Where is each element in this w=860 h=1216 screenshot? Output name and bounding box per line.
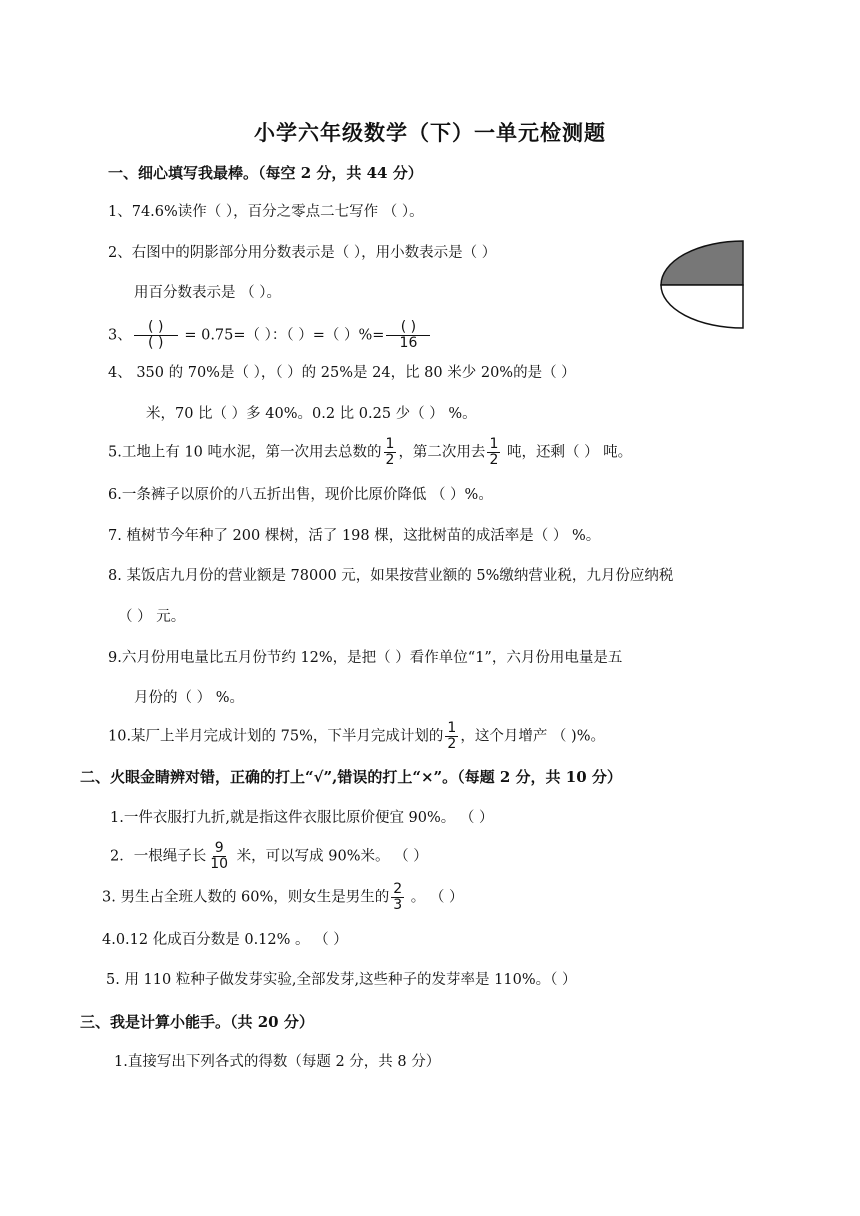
- question-2-5: 5. 用 110 粒种子做发芽实验,全部发芽,这些种子的发芽率是 110%。（ ）: [106, 972, 577, 988]
- question-2-1: 1.一件衣服打九折,就是指这件衣服比原价便宜 90%。 （ ）: [110, 810, 494, 826]
- shaded-quarter: [661, 241, 743, 285]
- fraction-two-thirds: $\frac{2}{3}$: [393, 881, 403, 913]
- question-1-7: 7. 植树节今年种了 200 棵树，活了 198 棵，这批树苗的成活率是（ ） %。: [108, 528, 601, 544]
- section-1-heading: 一、细心填写我最棒。（每空 2 分，共 44 分）: [108, 164, 423, 182]
- fraction-half: $\frac{1}{2}$: [447, 720, 457, 752]
- unshaded-quarter: [661, 285, 743, 328]
- question-1-4b: 米，70 比（ ）多 40%。0.2 比 0.25 少（ ） %。: [146, 406, 477, 422]
- section-3-sub-1: 1.直接写出下列各式的得数（每题 2 分，共 8 分）: [114, 1054, 441, 1070]
- question-1-10: 10.某厂上半月完成计划的 75%，下半月完成计划的 $\frac{1}{2}$ ，这个月增产 （ )%。: [108, 720, 605, 752]
- semicircle-figure: [656, 238, 748, 336]
- question-1-8a: 8. 某饭店九月份的营业额是 78000 元，如果按营业额的 5%缴纳营业税，九月份应纳税: [108, 568, 674, 584]
- question-1-2b: 用百分数表示是 （ ）。: [134, 285, 281, 301]
- question-1-2a: 2、右图中的阴影部分用分数表示是（ ），用小数表示是（ ）: [108, 245, 497, 261]
- page-title: 小学六年级数学（下）一单元检测题: [254, 120, 606, 145]
- question-1-3: 3、 $\frac{( )}{( )}$ = 0.75=（ ）：（ ）=（ ）%= $\frac{( )}{16}$: [108, 320, 432, 351]
- fraction-half: $\frac{1}{2}$: [489, 436, 499, 468]
- fraction-blank-16: $\frac{( )}{16}$: [386, 320, 430, 351]
- question-2-3: 3. 男生占全班人数的 60%，则女生是男生的 $\frac{2}{3}$ 。 （ ）: [102, 881, 464, 913]
- question-1-1: 1、74.6%读作（ ），百分之零点二七写作 （ ）。: [108, 204, 424, 220]
- question-2-2: 2．一根绳子长 $\frac{9}{10}$ 米，可以写成 90%米。 （ ）: [110, 840, 428, 872]
- fraction-blank-1: $\frac{( )}{( )}$: [134, 320, 178, 351]
- question-2-4: 4.0.12 化成百分数是 0.12% 。 （ ）: [102, 932, 348, 948]
- section-3-heading: 三、我是计算小能手。（共 20 分）: [80, 1013, 314, 1031]
- question-1-6: 6.一条裤子以原价的八五折出售，现价比原价降低 （ ）%。: [108, 487, 493, 503]
- question-1-4a: 4、 350 的 70%是（ ），（ ）的 25%是 24，比 80 米少 20%的是（ ）: [108, 365, 576, 381]
- question-1-9b: 月份的（ ） %。: [134, 690, 244, 706]
- fraction-half: $\frac{1}{2}$: [385, 436, 395, 468]
- question-1-5: 5.工地上有 10 吨水泥，第一次用去总数的 $\frac{1}{2}$ ，第二次用去 $\frac{1}{2}$ 吨，还剩（ ） 吨。: [108, 436, 633, 468]
- question-1-9a: 9.六月份用电量比五月份节约 12%，是把（ ）看作单位“1”，六月份用电量是五: [108, 650, 623, 666]
- question-1-8b: （ ） 元。: [118, 609, 186, 625]
- section-2-heading: 二、火眼金睛辨对错，正确的打上“√”,错误的打上“×”。（每题 2 分，共 10 分）: [80, 768, 622, 786]
- fraction-nine-tenths: $\frac{9}{10}$: [210, 840, 229, 872]
